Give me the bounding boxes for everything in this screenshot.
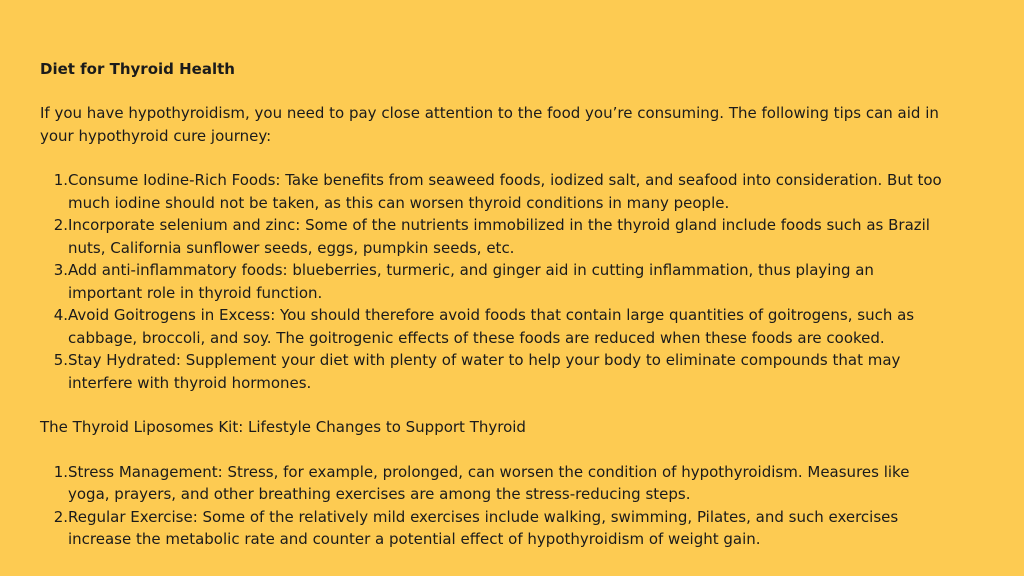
list-text: Stress Management: Stress, for example, prolonged, can worsen the condition of hypothyroidism. Measures like yoga, prayers, and other breathing exercises are among the stress-reducing steps. <box>68 462 910 503</box>
list-item <box>40 169 952 214</box>
list-text: Consume Iodine-Rich Foods: Take benefits from seaweed foods, iodized salt, and seafood into consideration. But too much iodine should not be taken, as this can worsen thyroid conditions in many people. <box>68 171 942 212</box>
list-number: 2. <box>53 216 68 234</box>
list-text: Regular Exercise: Some of the relatively mild exercises include walking, swimming, Pilates, and such exercises increase the metabolic rate and counter a potential effect of hypothyroidism of weight gain. <box>68 507 899 548</box>
diet-tips-list <box>40 169 952 394</box>
list-item <box>40 461 952 506</box>
list-number: 1. <box>53 462 68 481</box>
list-item <box>40 259 952 304</box>
page-title: Diet for Thyroid Health <box>40 60 235 78</box>
section-subheading: The Thyroid Liposomes Kit: Lifestyle Changes to Support Thyroid <box>40 418 526 436</box>
intro-paragraph: If you have hypothyroidism, you need to pay close attention to the food you’re consuming. The following tips can aid in your hypothyroid cure journey: <box>40 104 939 145</box>
list-item <box>40 214 952 259</box>
list-text: Stay Hydrated: Supplement your diet with plenty of water to help your body to eliminate compounds that may interfere with thyroid hormones. <box>68 351 901 392</box>
list-text: Incorporate selenium and zinc: Some of the nutrients immobilized in the thyroid gland include foods such as Brazil nuts, California sunflower seeds, eggs, pumpkin seeds, etc. <box>68 216 930 257</box>
list-number: 1. <box>53 171 68 189</box>
list-item <box>40 304 952 349</box>
list-number: 2. <box>53 507 68 526</box>
list-text: Add anti-inflammatory foods: blueberries, turmeric, and ginger aid in cutting inflammation, thus playing an important role in thyroid function. <box>68 261 874 302</box>
list-item <box>40 506 952 551</box>
list-number: 4. <box>53 306 68 324</box>
list-item <box>40 349 952 394</box>
list-number: 5. <box>53 351 68 369</box>
list-number: 3. <box>53 261 68 279</box>
list-text: Avoid Goitrogens in Excess: You should therefore avoid foods that contain large quantities of goitrogens, such as cabbage, broccoli, and soy. The goitrogenic effects of these foods are reduced when these foods are cooked. <box>68 306 915 347</box>
lifestyle-tips-list <box>40 461 952 551</box>
